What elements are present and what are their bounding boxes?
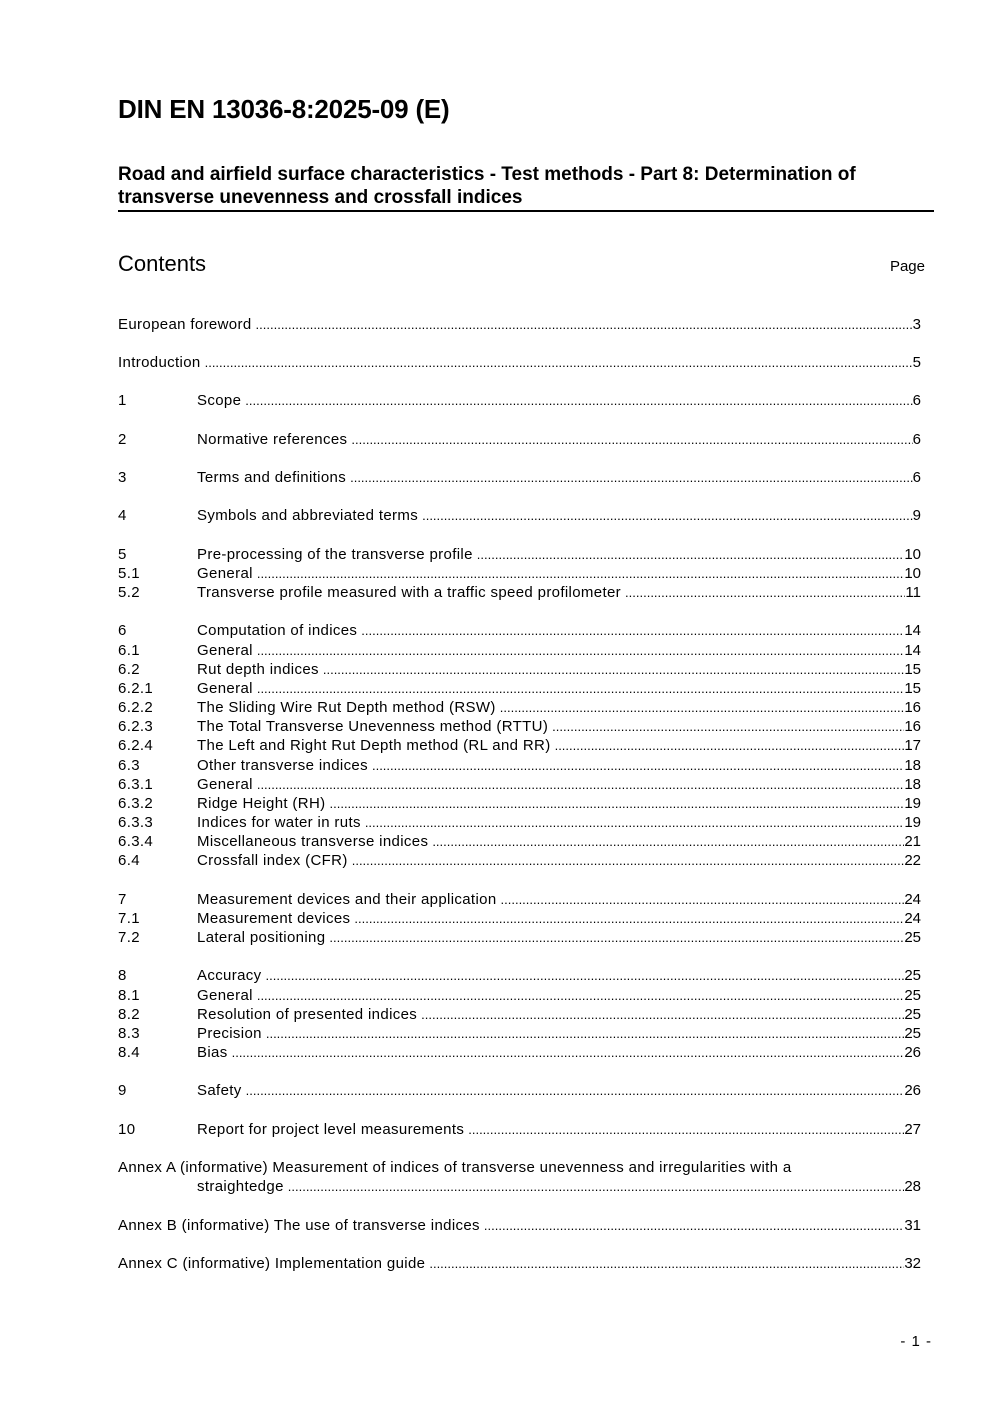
toc-entry-page: 6 xyxy=(912,469,921,486)
toc-entry-page: 6 xyxy=(912,431,921,448)
toc-entry-page: 25 xyxy=(904,1006,921,1023)
toc-entry[interactable] xyxy=(118,775,921,794)
toc-entry-page: 26 xyxy=(904,1082,921,1099)
toc-dot-leader xyxy=(429,1254,904,1273)
toc-dot-leader xyxy=(625,583,905,602)
toc-entry[interactable] xyxy=(118,756,921,775)
toc-entry-title: Pre-processing of the transverse profile xyxy=(197,546,473,563)
toc-entry[interactable] xyxy=(118,468,921,487)
toc-dot-leader xyxy=(245,391,912,410)
toc-entry-page: 22 xyxy=(904,852,921,869)
toc-entry[interactable] xyxy=(118,315,921,334)
toc-entry[interactable] xyxy=(118,909,921,928)
toc-entry-page: 9 xyxy=(912,507,921,524)
toc-entry-number: 5.2 xyxy=(118,584,140,601)
toc-entry-page: 24 xyxy=(904,910,921,927)
toc-entry[interactable] xyxy=(118,966,921,985)
toc-entry-title: General xyxy=(197,642,253,659)
toc-entry-page: 3 xyxy=(912,316,921,333)
toc-entry-number: 8.2 xyxy=(118,1006,140,1023)
toc-dot-leader xyxy=(350,468,913,487)
toc-entry-number: 6 xyxy=(118,622,127,639)
toc-entry-title: The Sliding Wire Rut Depth method (RSW) xyxy=(197,699,496,716)
toc-entry-page: 14 xyxy=(904,622,921,639)
toc-entry[interactable] xyxy=(118,679,921,698)
toc-dot-leader xyxy=(266,966,905,985)
toc-entry[interactable] xyxy=(118,564,921,583)
document-id: DIN EN 13036-8:2025-09 (E) xyxy=(118,94,450,124)
toc-dot-leader xyxy=(468,1120,904,1139)
toc-entry-title: straightedge xyxy=(197,1178,284,1195)
toc-entry-page: 18 xyxy=(904,776,921,793)
toc-entry-page: 10 xyxy=(904,565,921,582)
toc-entry-page: 6 xyxy=(912,392,921,409)
toc-entry-page: 27 xyxy=(904,1121,921,1138)
toc-dot-leader xyxy=(257,986,904,1005)
toc-entry-title: Measurement devices xyxy=(197,910,351,927)
toc-entry[interactable] xyxy=(118,736,921,755)
toc-entry-number: 1 xyxy=(118,392,127,409)
toc-entry-number: 6.2.3 xyxy=(118,718,154,735)
toc-entry[interactable] xyxy=(118,890,921,909)
toc-entry-title: Other transverse indices xyxy=(197,757,368,774)
toc-entry-page: 32 xyxy=(904,1255,921,1272)
toc-entry-title: General xyxy=(197,680,253,697)
toc-entry[interactable] xyxy=(118,794,921,813)
toc-entry-title: Transverse profile measured with a traffic speed profilometer xyxy=(197,584,622,601)
toc-entry-page: 16 xyxy=(904,718,921,735)
toc-dot-leader xyxy=(257,775,904,794)
toc-entry-number: 6.3 xyxy=(118,757,140,774)
toc-dot-leader xyxy=(555,736,905,755)
toc-entry-number: 3 xyxy=(118,469,127,486)
toc-entry-page: 18 xyxy=(904,757,921,774)
toc-dot-leader xyxy=(361,621,904,640)
toc-entry-number: 6.2.2 xyxy=(118,699,154,716)
document-title: Road and airfield surface characteristics - Test methods - Part 8: Determination of transverse unevenness and crossfall indices xyxy=(118,164,856,208)
toc-entry-number: 6.3.4 xyxy=(118,833,154,850)
toc-entry-page: 16 xyxy=(904,699,921,716)
toc-entry-number: 6.2.4 xyxy=(118,737,154,754)
toc-entry-page: 31 xyxy=(904,1217,921,1234)
toc-entry-title: Normative references xyxy=(197,431,348,448)
toc-entry-page: 14 xyxy=(904,642,921,659)
toc-entry-title: Scope xyxy=(197,392,242,409)
toc-entry-title: Bias xyxy=(197,1044,228,1061)
toc-dot-leader xyxy=(354,909,904,928)
page-column-heading: Page xyxy=(889,258,925,275)
toc-entry-number: 6.3.1 xyxy=(118,776,154,793)
toc-entry-title: Introduction xyxy=(118,354,201,371)
toc-entry-page: 25 xyxy=(904,967,921,984)
toc-entry-number: 7.2 xyxy=(118,929,140,946)
toc-entry-page: 25 xyxy=(904,987,921,1004)
toc-dot-leader xyxy=(422,506,913,525)
toc-entry-page: 17 xyxy=(904,737,921,754)
toc-entry[interactable] xyxy=(118,353,921,372)
toc-entry-number: 4 xyxy=(118,507,127,524)
toc-entry[interactable] xyxy=(118,506,921,525)
toc-entry-number: 8.1 xyxy=(118,987,140,1004)
toc-entry-title: Rut depth indices xyxy=(197,661,319,678)
toc-entry-title: European foreword xyxy=(118,316,252,333)
toc-entry[interactable] xyxy=(118,1177,921,1196)
toc-entry-number: 10 xyxy=(118,1121,136,1138)
toc-entry[interactable] xyxy=(118,1043,921,1062)
toc-entry-number: 6.2 xyxy=(118,661,140,678)
toc-entry-number: 6.1 xyxy=(118,642,140,659)
toc-entry-title: Annex B (informative) The use of transverse indices xyxy=(118,1217,480,1234)
toc-entry-page: 26 xyxy=(904,1044,921,1061)
toc-entry-title: Accuracy xyxy=(197,967,262,984)
toc-dot-leader xyxy=(372,756,904,775)
toc-entry[interactable] xyxy=(118,851,921,870)
toc-entry[interactable] xyxy=(118,832,921,851)
toc-dot-leader xyxy=(329,928,904,947)
toc-entry-page: 5 xyxy=(912,354,921,371)
toc-dot-leader xyxy=(205,353,913,372)
toc-entry[interactable] xyxy=(118,1081,921,1100)
toc-entry[interactable] xyxy=(118,928,921,947)
toc-entry-title: Precision xyxy=(197,1025,262,1042)
contents-heading: Contents xyxy=(118,251,207,276)
toc-entry[interactable] xyxy=(118,660,921,679)
toc-entry[interactable] xyxy=(118,391,921,410)
toc-entry-number: 6.4 xyxy=(118,852,140,869)
toc-entry-number: 7 xyxy=(118,891,127,908)
toc-dot-leader xyxy=(365,813,905,832)
toc-entry-page: 11 xyxy=(905,584,921,601)
toc-entry-page: 15 xyxy=(904,680,921,697)
page-number: - 1 - xyxy=(900,1333,932,1350)
toc-entry[interactable] xyxy=(118,1254,921,1273)
toc-entry-number: 5.1 xyxy=(118,565,140,582)
toc-entry-number: 9 xyxy=(118,1082,127,1099)
toc-entry-page: 19 xyxy=(904,795,921,812)
toc-entry-number: 8.4 xyxy=(118,1044,140,1061)
toc-entry-title: General xyxy=(197,565,253,582)
toc-entry[interactable] xyxy=(118,641,921,660)
toc-dot-leader xyxy=(288,1177,905,1196)
toc-entry[interactable] xyxy=(118,1216,921,1235)
toc-entry-title: Symbols and abbreviated terms xyxy=(197,507,419,524)
toc-dot-leader xyxy=(500,698,905,717)
toc-entry-title: Resolution of presented indices xyxy=(197,1006,418,1023)
toc-entry[interactable] xyxy=(118,583,921,602)
toc-entry[interactable] xyxy=(118,813,921,832)
toc-dot-leader xyxy=(477,545,905,564)
toc-entry-title: General xyxy=(197,776,253,793)
toc-entry-title: Indices for water in ruts xyxy=(197,814,361,831)
toc-dot-leader xyxy=(257,679,904,698)
toc-entry[interactable] xyxy=(118,698,921,717)
toc-entry-number: 5 xyxy=(118,546,127,563)
toc-entry-title: The Left and Right Rut Depth method (RL and RR) xyxy=(197,737,551,754)
toc-dot-leader xyxy=(330,794,905,813)
toc-dot-leader xyxy=(257,564,904,583)
toc-entry-number: 8 xyxy=(118,967,127,984)
toc-entry-page: 19 xyxy=(904,814,921,831)
toc-entry-page: 25 xyxy=(904,929,921,946)
toc-dot-leader xyxy=(421,1005,904,1024)
toc-dot-leader xyxy=(351,430,912,449)
toc-entry-title: Annex C (informative) Implementation guide xyxy=(118,1255,426,1272)
toc-entry[interactable] xyxy=(118,1024,921,1043)
toc-dot-leader xyxy=(432,832,904,851)
toc-entry-title: Computation of indices xyxy=(197,622,358,639)
toc-dot-leader xyxy=(552,717,904,736)
toc-entry-title: Lateral positioning xyxy=(197,929,326,946)
toc-entry-page: 10 xyxy=(904,546,921,563)
toc-entry-page: 24 xyxy=(904,891,921,908)
toc-entry-page: 21 xyxy=(904,833,921,850)
toc-entry[interactable] xyxy=(118,717,921,736)
toc-entry-number: 7.1 xyxy=(118,910,140,927)
toc-entry[interactable] xyxy=(118,986,921,1005)
toc-entry-number: 2 xyxy=(118,431,127,448)
toc-entry-page: 15 xyxy=(904,661,921,678)
toc-entry-number: 8.3 xyxy=(118,1025,140,1042)
title-divider xyxy=(118,210,934,212)
toc-entry[interactable] xyxy=(118,545,921,564)
toc-entry[interactable] xyxy=(118,1120,921,1139)
toc-entry-number: 6.2.1 xyxy=(118,680,154,697)
toc-entry-title: Crossfall index (CFR) xyxy=(197,852,348,869)
toc-dot-leader xyxy=(501,890,905,909)
toc-entry[interactable] xyxy=(118,430,921,449)
toc-entry-title: Miscellaneous transverse indices xyxy=(197,833,429,850)
toc-dot-leader xyxy=(266,1024,904,1043)
annex-a-heading[interactable]: Annex A (informative) Measurement of indices of transverse unevenness and irregularities with a xyxy=(118,1159,792,1176)
toc-entry-number: 6.3.3 xyxy=(118,814,154,831)
toc-dot-leader xyxy=(257,641,904,660)
toc-entry-title: Measurement devices and their application xyxy=(197,891,497,908)
toc-entry-title: The Total Transverse Unevenness method (RTTU) xyxy=(197,718,549,735)
toc-dot-leader xyxy=(256,315,913,334)
toc-entry-title: Report for project level measurements xyxy=(197,1121,465,1138)
toc-entry-title: Ridge Height (RH) xyxy=(197,795,326,812)
toc-entry-title: Terms and definitions xyxy=(197,469,347,486)
toc-entry[interactable] xyxy=(118,621,921,640)
toc-dot-leader xyxy=(352,851,905,870)
toc-entry-page: 25 xyxy=(904,1025,921,1042)
toc-dot-leader xyxy=(232,1043,905,1062)
toc-entry-title: General xyxy=(197,987,253,1004)
toc-dot-leader xyxy=(323,660,904,679)
toc-entry-page: 28 xyxy=(904,1178,921,1195)
toc-dot-leader xyxy=(246,1081,905,1100)
toc-entry[interactable] xyxy=(118,1005,921,1024)
toc-dot-leader xyxy=(484,1216,904,1235)
toc-entry-title: Safety xyxy=(197,1082,242,1099)
toc-entry-number: 6.3.2 xyxy=(118,795,154,812)
